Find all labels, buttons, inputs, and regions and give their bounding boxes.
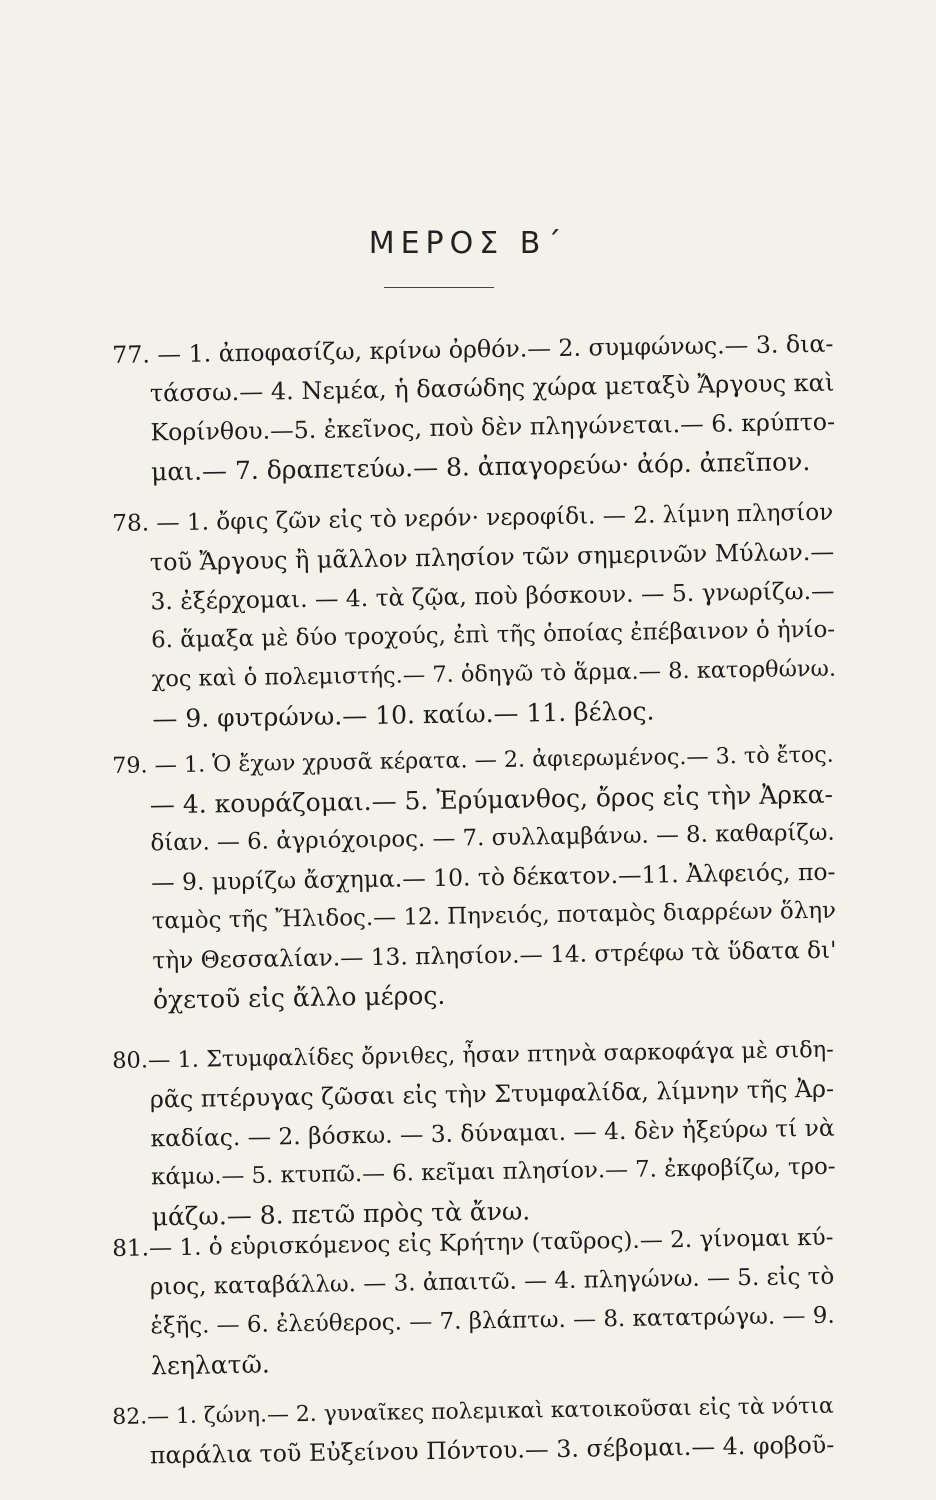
entry-line: χος καὶ ὁ πολεμιστής.— 7. ὁδηγῶ τὸ ἅρμα.— 8. κατορθώνω. [151,655,837,693]
entry-line: 79. — 1. Ὁ ἔχων χρυσᾶ κέρατα. — 2. ἀφιερωμένος.— 3. τὸ ἔτος. [112,741,834,779]
entry-line: Κορίνθου.—5. ἐκεῖνος, ποὺ δὲν πληγώνεται.— 6. κρύπτο- [150,407,836,447]
entry-line: 77. — 1. ἀποφασίζω, κρίνω ὀρθόν.— 2. συμφώνως.— 3. δια- [112,329,834,369]
entry-line: μαι.— 7. δραπετεύω.— 8. ἀπαγορεύω· ἀόρ. ἀπεῖπον. [150,447,811,487]
entry-line: καδίας. — 2. βόσκω. — 3. δύναμαι. — 4. δὲν ἠξεύρω τί νὰ [150,1113,835,1153]
glossary-entry-79 [112,736,838,1020]
entry-line: μάζω.— 8. πετῶ πρὸς τὰ ἄνω. [151,1196,531,1232]
entry-line: ρᾶς πτέρυγας ζῶσαι εἰς τὴν Στυμφαλίδα, λίμνην τῆς Ἀρ- [149,1074,835,1114]
entry-line: ριος, καταβάλλω. — 3. ἀπαιτῶ. — 4. πληγώνω. — 5. εἰς τὸ [149,1263,835,1301]
entry-line: 81.— 1. ὁ εὑρισκόμενος εἰς Κρήτην (ταῦρος).— 2. γίνομαι κύ- [112,1224,834,1262]
entry-line: — 4. κουράζομαι.— 5. Ἐρύμανθος, ὄρος εἰς τὴν Ἀρκα- [149,779,834,820]
entry-line: δίαν. — 6. ἀγριόχοιρος. — 7. συλλαμβάνω. — 8. καθαρίζω. [150,819,835,857]
entry-line: 82.— 1. ζώνη.— 2. γυναῖκες πολεμικαὶ κατοικοῦσαι εἰς τὰ νότια [112,1393,834,1430]
glossary-entry-81 [112,1219,836,1386]
entry-line: ὀχετοῦ εἰς ἄλλο μέρος. [152,980,446,1015]
glossary-entry-78 [112,494,838,739]
entry-line: 80.— 1. Στυμφαλίδες ὄρνιθες, ἦσαν πτηνὰ σαρκοφάγα μὲ σιδη- [112,1036,834,1074]
glossary-entry-80 [112,1031,837,1237]
entry-line: ἑξῆς. — 6. ἐλεύθερος. — 7. βλάπτω. — 8. κατατρώγω. — 9. [150,1302,835,1340]
entry-line: τάσσω.— 4. Νεμέα, ἡ δασώδης χώρα μεταξὺ Ἄργους καὶ [149,368,835,408]
title-divider [384,287,494,288]
entry-line: — 9. φυτρώνω.— 10. καίω.— 11. βέλος. [152,696,655,734]
section-title: ΜΕΡΟΣ Β΄ [368,226,568,261]
entry-line: τοῦ Ἄργους ἢ μᾶλλον πλησίον τῶν σημερινῶν Μύλων.— [149,537,835,577]
entry-line: κάμω.— 5. κτυπῶ.— 6. κεῖμαι πλησίον.— 7. ἐκφοβίζω, τρο- [150,1153,836,1191]
entry-line: ταμὸς τῆς Ἤλιδος.— 12. Πηνειός, ποταμὸς διαρρέων ὅλην [151,897,837,935]
entry-line: λεηλατῶ. [150,1349,271,1381]
entry-line: τὴν Θεσσαλίαν.— 13. πλησίον.— 14. στρέφω τὰ ὕδατα δι' [152,936,837,975]
entry-line: — 9. μυρίζω ἄσχημα.— 10. τὸ δέκατον.—11. Ἀλφειός, πο- [150,857,836,897]
entry-line: 78. — 1. ὄφις ζῶν εἰς τὸ νερόν· νεροφίδι. — 2. λίμνη πλησίον [112,499,834,537]
entry-line: 3. ἐξέρχομαι. — 4. τὰ ζῷα, ποὺ βόσκουν. — 5. γνωρίζω.— [150,576,835,616]
glossary-entry-82 [112,1387,835,1476]
glossary-entry-77 [112,325,836,492]
entry-line: παράλια τοῦ Εὐξείνου Πόντου.— 3. σέβομαι.— 4. φοβοῦ- [149,1430,835,1470]
entry-line: 6. ἅμαξα μὲ δύο τροχούς, ἐπὶ τῆς ὁποίας ἐπέβαινον ὁ ἡνίο- [150,616,836,654]
